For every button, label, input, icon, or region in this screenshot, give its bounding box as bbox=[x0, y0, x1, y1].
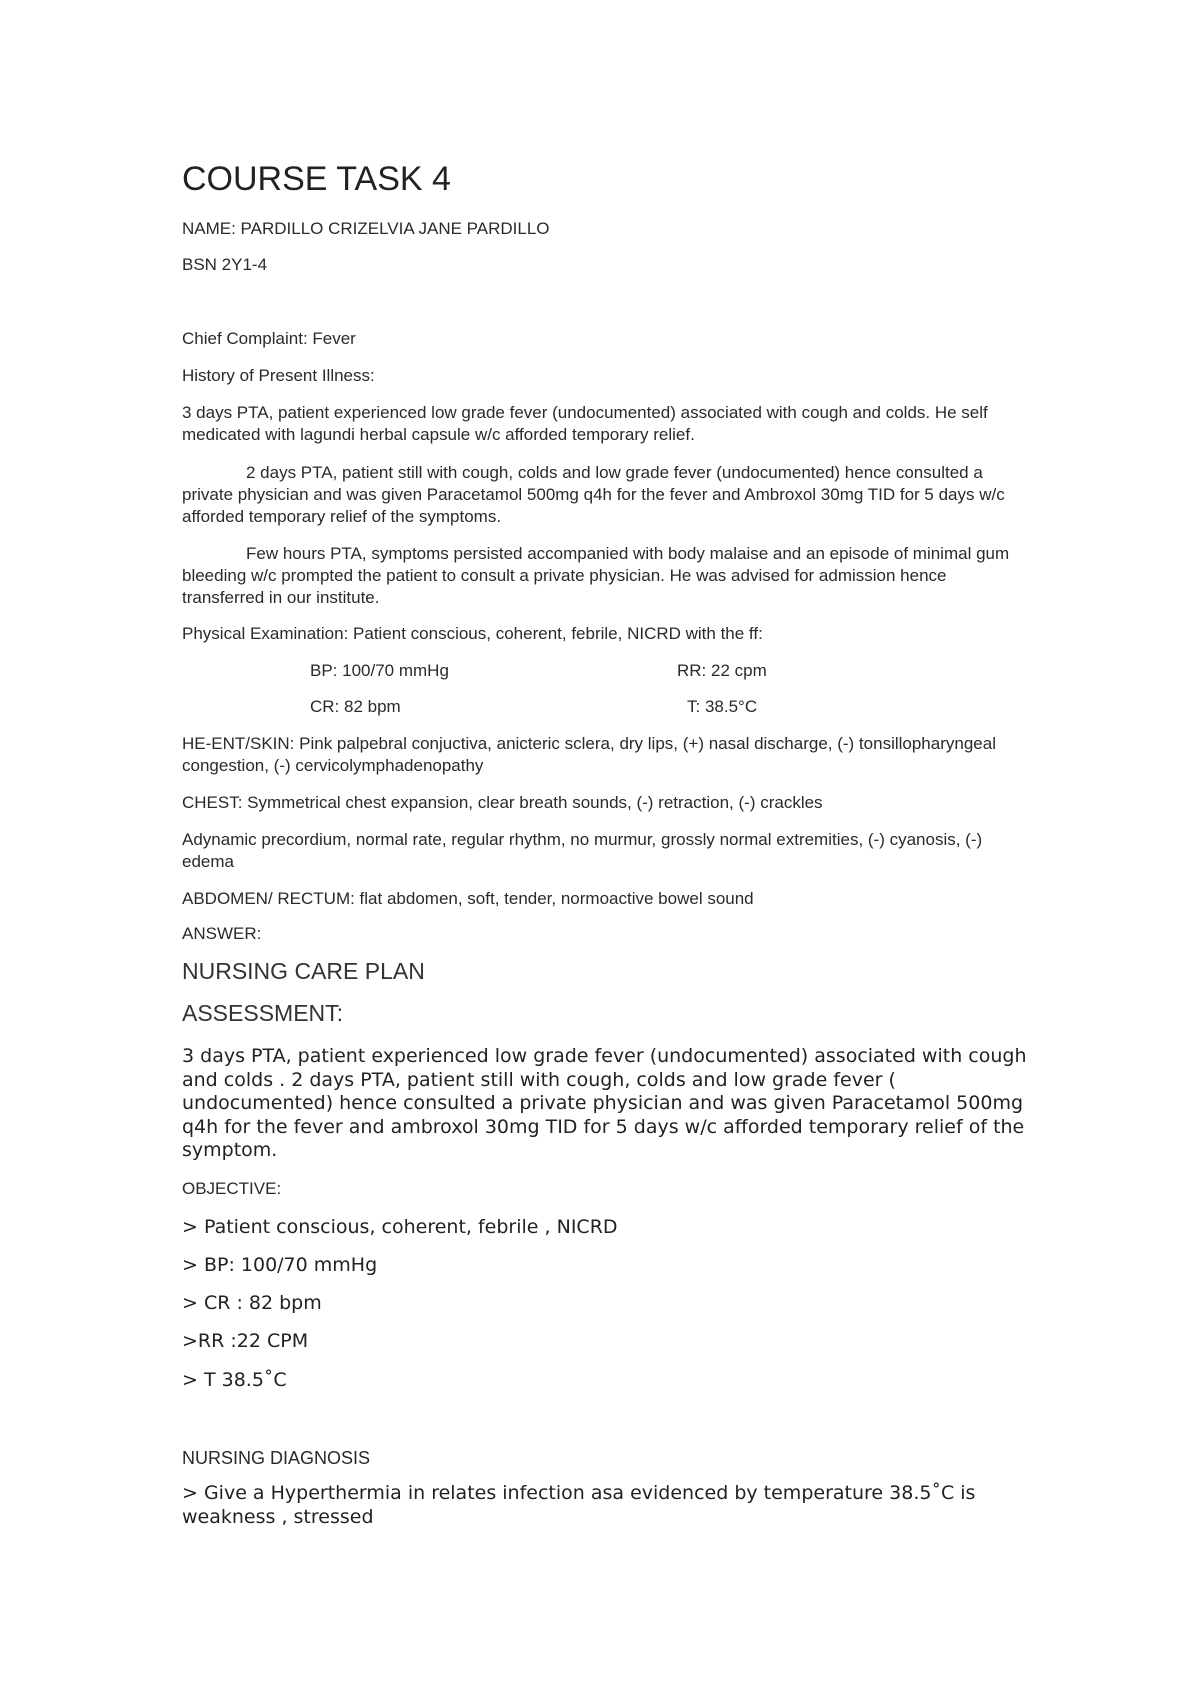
objective-heading: OBJECTIVE: bbox=[182, 1179, 282, 1198]
assessment-text: 3 days PTA, patient experienced low grade fever (undocumented) associated with cough and colds . 2 days PTA, patient still with cough, colds and low grade fever ( undocumented) hence consulted a private physician and was given Paracetamol 500mg q4h for the fever and ambroxol 30mg TID for 5 days w/c afforded temporary relief of the symptom. bbox=[182, 1045, 1027, 1161]
objective-item: > Patient conscious, coherent, febrile , NICRD bbox=[182, 1216, 618, 1238]
vital-bp: BP: 100/70 mmHg bbox=[310, 661, 449, 680]
assessment-heading: ASSESSMENT: bbox=[182, 1000, 344, 1026]
hpi-paragraph-1: 3 days PTA, patient experienced low grade fever (undocumented) associated with cough and colds. He self medicated with lagundi herbal capsule w/c afforded temporary relief. bbox=[182, 403, 988, 444]
nursing-diagnosis-heading: NURSING DIAGNOSIS bbox=[182, 1448, 371, 1468]
objective-item: > BP: 100/70 mmHg bbox=[182, 1254, 378, 1276]
hpi-paragraph-2: 2 days PTA, patient still with cough, colds and low grade fever (undocumented) hence consulted a private physician and was given Paracetamol 500mg q4h for the fever and Ambroxol 30mg TID for 5 days w/c afforded temporary relief of the symptoms. bbox=[182, 463, 1005, 526]
chest-findings: CHEST: Symmetrical chest expansion, clear breath sounds, (-) retraction, (-) crackles bbox=[182, 793, 823, 812]
student-name: NAME: PARDILLO CRIZELVIA JANE PARDILLO bbox=[182, 219, 550, 238]
objective-item: > T 38.5˚C bbox=[182, 1369, 287, 1391]
vital-cr: CR: 82 bpm bbox=[310, 697, 401, 716]
vital-temp: T: 38.5°C bbox=[687, 697, 758, 716]
chief-complaint: Chief Complaint: Fever bbox=[182, 329, 356, 348]
page-title: COURSE TASK 4 bbox=[182, 160, 451, 198]
answer-label: ANSWER: bbox=[182, 924, 262, 943]
student-section: BSN 2Y1-4 bbox=[182, 255, 268, 274]
objective-item: > CR : 82 bpm bbox=[182, 1292, 322, 1314]
cardio-findings: Adynamic precordium, normal rate, regular rhythm, no murmur, grossly normal extremities, (-) cyanosis, (-) edema bbox=[182, 830, 983, 871]
heent-findings: HE-ENT/SKIN: Pink palpebral conjuctiva, anicteric sclera, dry lips, (+) nasal discharge, (-) tonsillopharyngeal congestion, (-) cervicolymphadenopathy bbox=[182, 734, 996, 775]
physical-exam: Physical Examination: Patient conscious, coherent, febrile, NICRD with the ff: bbox=[182, 624, 763, 643]
vital-rr: RR: 22 cpm bbox=[677, 661, 767, 680]
diagnosis-text: > Give a Hyperthermia in relates infection asa evidenced by temperature 38.5˚C is weakness , stressed bbox=[182, 1482, 976, 1528]
nursing-care-plan-heading: NURSING CARE PLAN bbox=[182, 958, 425, 984]
hpi-paragraph-3: Few hours PTA, symptoms persisted accompanied with body malaise and an episode of minimal gum bleeding w/c prompted the patient to consult a private physician. He was advised for admission hence transferred in our institute. bbox=[182, 544, 1010, 607]
hpi-label: History of Present Illness: bbox=[182, 366, 375, 385]
abdomen-findings: ABDOMEN/ RECTUM: flat abdomen, soft, tender, normoactive bowel sound bbox=[182, 889, 754, 908]
objective-item: >RR :22 CPM bbox=[182, 1330, 309, 1352]
